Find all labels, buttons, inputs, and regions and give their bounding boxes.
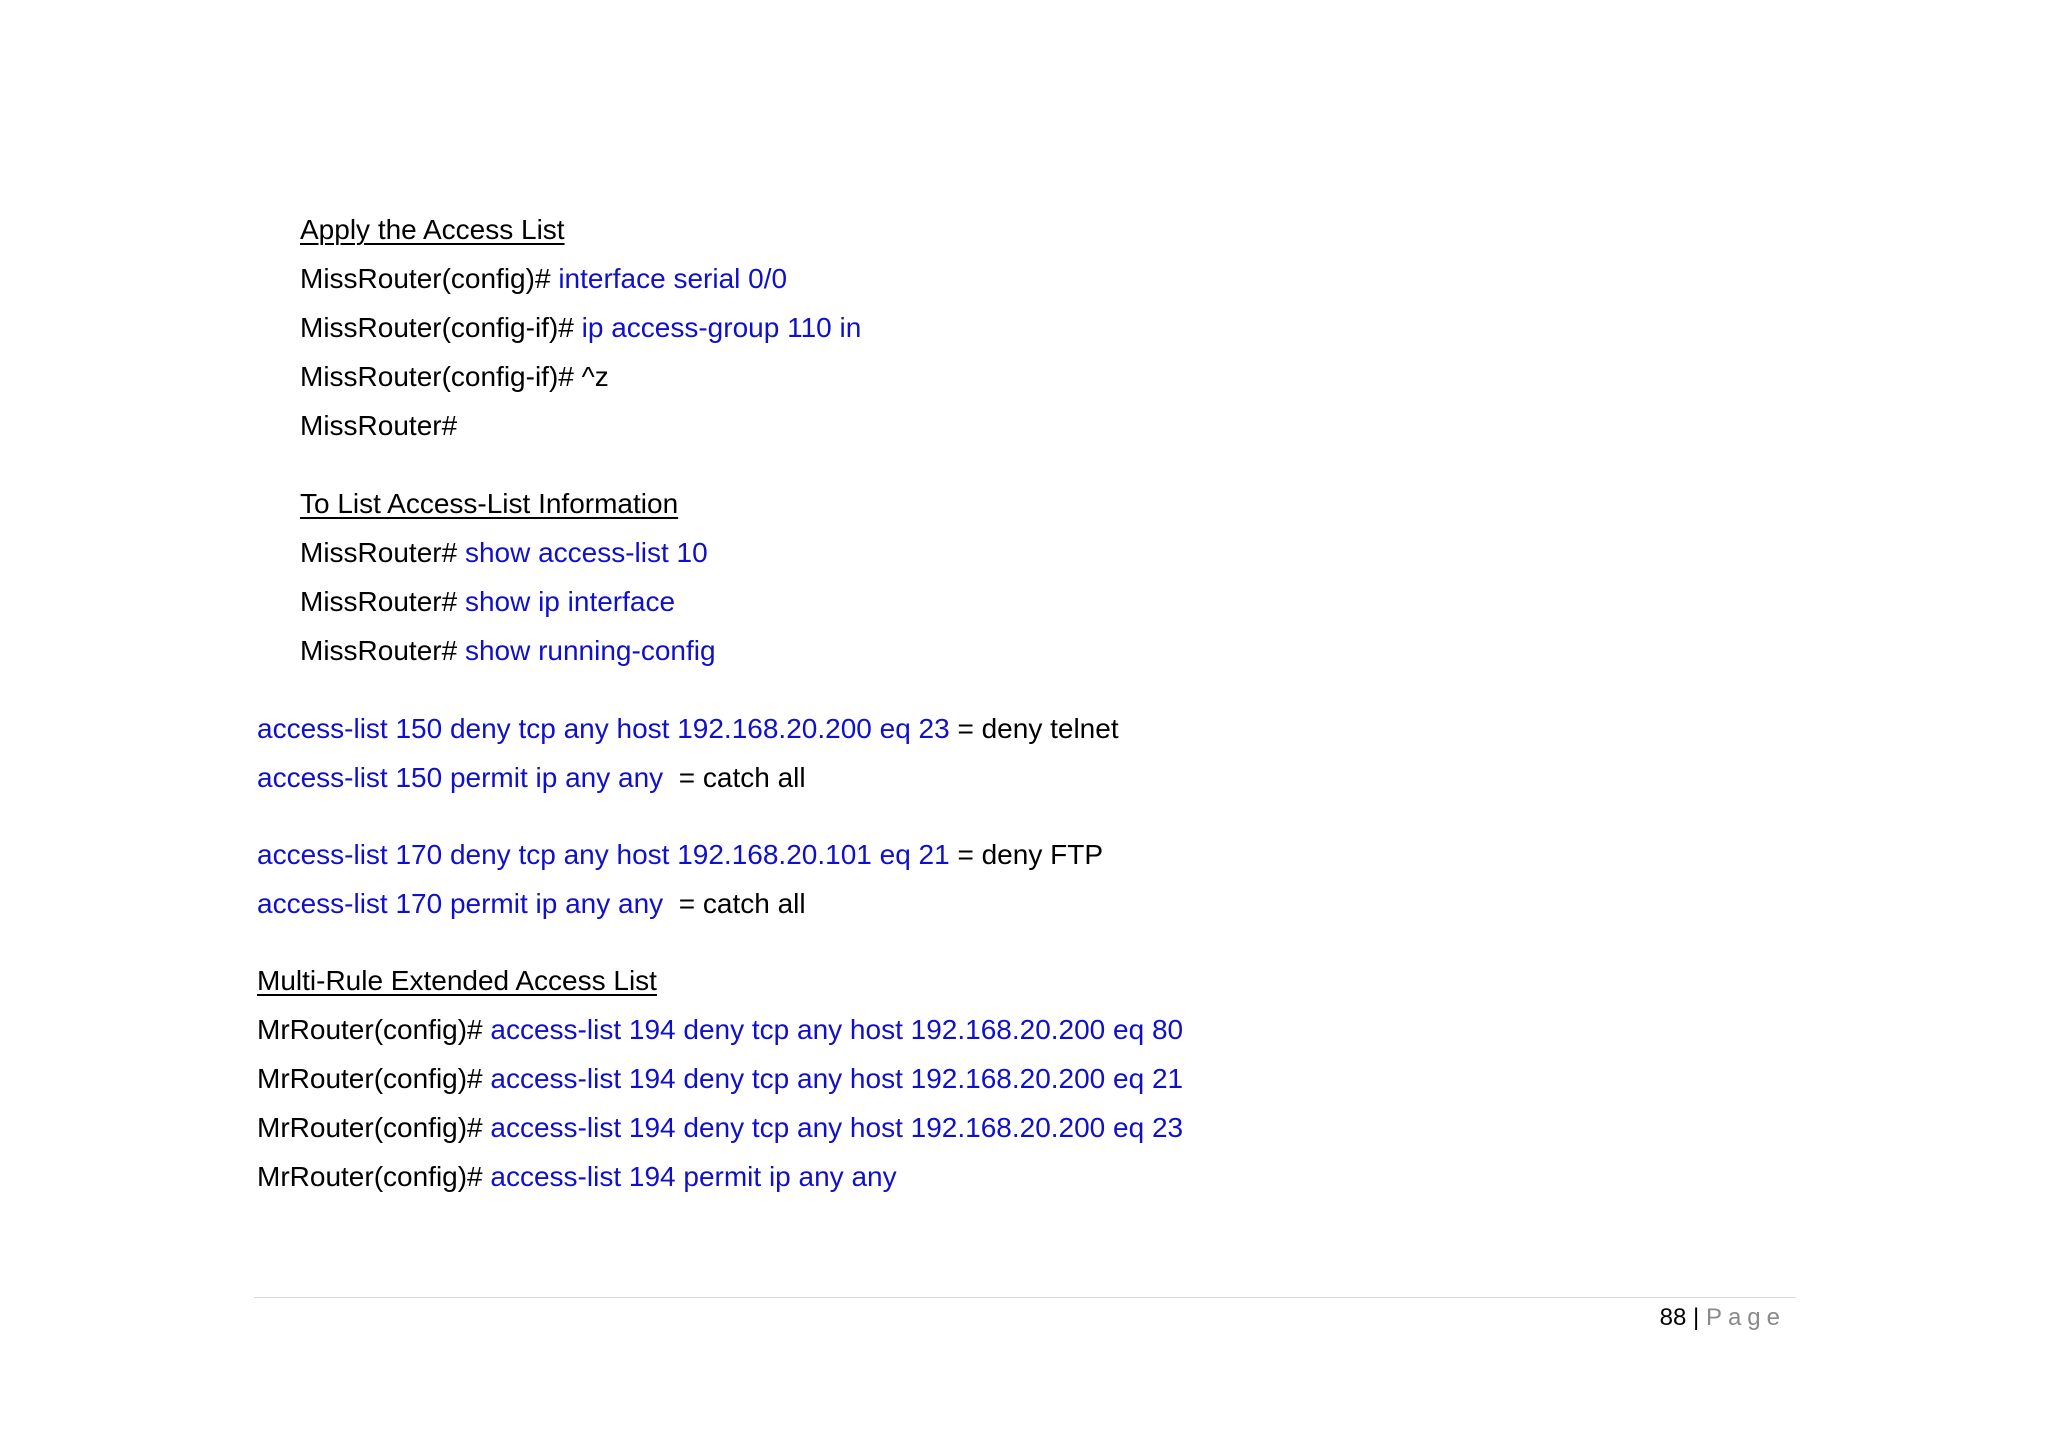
prompt-text: MrRouter(config)# — [257, 1161, 491, 1192]
apply-line-3 — [300, 360, 609, 394]
note-text: = deny telnet — [949, 713, 1119, 744]
prompt-text: MissRouter# — [300, 537, 465, 568]
heading-apply-access-list: Apply the Access List — [300, 214, 565, 245]
prompt-text: MrRouter(config)# — [257, 1112, 491, 1143]
list-info-line-1 — [300, 536, 708, 570]
page-footer — [1660, 1303, 1786, 1333]
multi-line-4 — [257, 1160, 897, 1194]
command-text: show ip interface — [464, 586, 676, 617]
command-text: ip access-group 110 in — [581, 312, 862, 343]
command-text: access-list 194 deny tcp any host 192.168.20.200 eq 80 — [490, 1014, 1184, 1045]
command-text: interface serial 0/0 — [558, 263, 788, 294]
acl150-line-1 — [257, 712, 1119, 746]
prompt-text: MissRouter(config-if)# — [300, 312, 582, 343]
footer-separator: | — [1686, 1304, 1706, 1331]
multi-line-2 — [257, 1062, 1183, 1096]
footer-divider — [254, 1297, 1796, 1298]
command-text: access-list 150 permit ip any any — [257, 762, 671, 793]
apply-line-1 — [300, 262, 787, 296]
command-text: access-list 150 deny tcp any host 192.168.20.200 eq 23 — [257, 713, 950, 744]
list-info-line-2 — [300, 585, 675, 619]
acl170-line-2 — [257, 887, 806, 921]
heading-multi-rule-acl: Multi-Rule Extended Access List — [257, 965, 657, 996]
command-text: access-list 194 deny tcp any host 192.168.20.200 eq 21 — [490, 1063, 1184, 1094]
multi-line-1 — [257, 1013, 1183, 1047]
command-text: access-list 194 permit ip any any — [490, 1161, 897, 1192]
command-text: access-list 170 deny tcp any host 192.168.20.101 eq 21 — [257, 839, 950, 870]
heading-list-access-list-info: To List Access-List Information — [300, 488, 679, 519]
command-text: show access-list 10 — [464, 537, 708, 568]
prompt-text: MrRouter(config)# — [257, 1014, 491, 1045]
page-label: Page — [1705, 1304, 1786, 1331]
command-text: access-list 194 deny tcp any host 192.168.20.200 eq 23 — [490, 1112, 1184, 1143]
list-info-line-3 — [300, 634, 716, 668]
apply-line-4 — [300, 409, 457, 443]
prompt-text: MissRouter# — [300, 586, 465, 617]
prompt-text: MrRouter(config)# — [257, 1063, 491, 1094]
acl170-line-1 — [257, 838, 1103, 872]
page-number: 88 — [1659, 1304, 1687, 1331]
note-text: = deny FTP — [949, 839, 1103, 870]
prompt-text: MissRouter(config)# — [300, 263, 559, 294]
command-text: access-list 170 permit ip any any — [257, 888, 671, 919]
note-text: = catch all — [670, 888, 806, 919]
command-text: show running-config — [464, 635, 716, 666]
apply-line-2 — [300, 311, 861, 345]
prompt-text: MissRouter# — [300, 410, 458, 441]
acl150-line-2 — [257, 761, 806, 795]
note-text: = catch all — [670, 762, 806, 793]
prompt-text: MissRouter# — [300, 635, 465, 666]
prompt-text: MissRouter(config-if)# ^z — [300, 361, 609, 392]
multi-line-3 — [257, 1111, 1183, 1145]
